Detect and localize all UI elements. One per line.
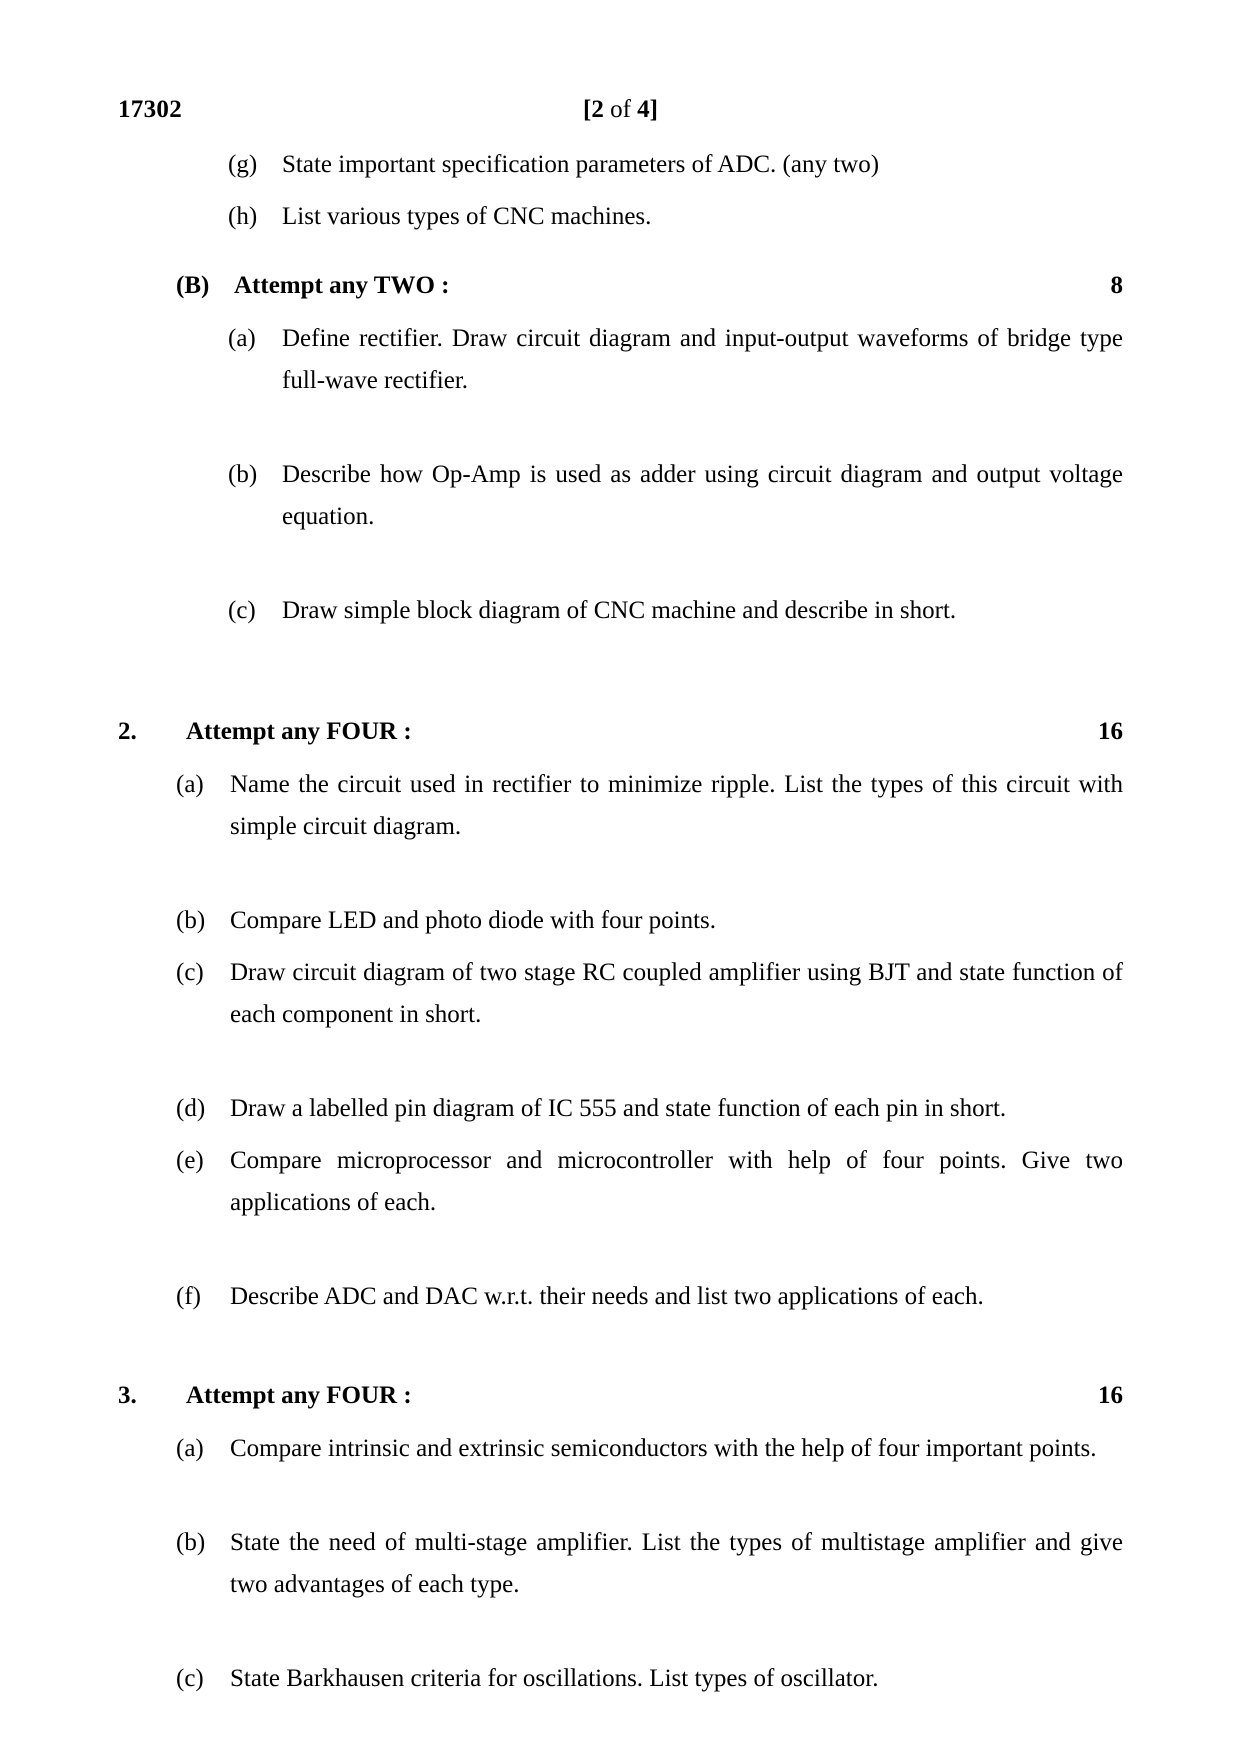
item-text: Compare intrinsic and extrinsic semiconductors with the help of four important points. — [230, 1435, 1097, 1462]
list-item — [118, 952, 1123, 1078]
list-item — [118, 196, 1123, 238]
item-text: State important specification parameters of ADC. (any two) — [282, 151, 880, 178]
spacer — [118, 300, 1123, 318]
item-text: Draw circuit diagram of two stage RC coupled amplifier using BJT and state function of each component in short. — [230, 959, 1123, 1028]
item-text: Compare LED and photo diode with four points. — [230, 907, 717, 934]
item-text: Describe how Op-Amp is used as adder using circuit diagram and output voltage equation. — [282, 461, 1123, 530]
list-item — [118, 1140, 1123, 1266]
spacer — [118, 1512, 1123, 1522]
spacer — [118, 238, 1123, 272]
item-text: Draw a labelled pin diagram of IC 555 and state function of each pin in short. — [230, 1095, 1007, 1122]
spacer — [118, 580, 1123, 590]
subsection-heading-b — [118, 272, 1123, 300]
item-text: State Barkhausen criteria for oscillations. List types of oscillator. — [230, 1665, 879, 1692]
item-text: Draw simple block diagram of CNC machine and describe in short. — [282, 597, 957, 624]
item-text: Define rectifier. Draw circuit diagram and input-output waveforms of bridge type full-wave rectifier. — [282, 325, 1123, 394]
spacer — [118, 632, 1123, 718]
list-item — [118, 144, 1123, 186]
item-marker: (a) — [228, 325, 256, 352]
item-marker: (e) — [176, 1147, 204, 1174]
spacer — [118, 1410, 1123, 1428]
list-item — [118, 1428, 1123, 1512]
item-text: State the need of multi-stage amplifier. List the types of multistage amplifier and give two advantages of each type. — [230, 1529, 1123, 1598]
list-item — [118, 1658, 1123, 1700]
page-indicator-middle: of — [603, 96, 638, 123]
page-indicator — [583, 96, 658, 124]
spacer — [118, 444, 1123, 454]
subsection-marker: (B) — [176, 272, 210, 299]
list-item — [118, 764, 1123, 890]
list-item — [118, 590, 1123, 632]
question-1-continued — [118, 144, 1123, 632]
spacer — [118, 186, 1123, 196]
list-item — [118, 900, 1123, 942]
item-marker: (b) — [176, 1529, 206, 1556]
item-marker: (a) — [176, 771, 204, 798]
item-marker: (g) — [228, 151, 258, 178]
question-marks: 16 — [1098, 718, 1123, 745]
spacer — [118, 1318, 1123, 1382]
spacer — [118, 890, 1123, 900]
list-item — [118, 1276, 1123, 1318]
spacer — [118, 1648, 1123, 1658]
list-item — [118, 1522, 1123, 1648]
item-marker: (c) — [176, 959, 204, 986]
item-text: Name the circuit used in rectifier to minimize ripple. List the types of this circuit with simple circuit diagram. — [230, 771, 1123, 840]
list-item — [118, 318, 1123, 444]
page-indicator-suffix: 4] — [637, 96, 658, 123]
question-label: Attempt any FOUR : — [186, 1382, 412, 1409]
subsection-marks: 8 — [1110, 272, 1123, 299]
question-2-heading — [118, 718, 1123, 746]
item-text: List various types of CNC machines. — [282, 203, 652, 230]
spacer — [118, 1130, 1123, 1140]
paper-code: 17302 — [118, 96, 182, 123]
spacer — [118, 746, 1123, 764]
item-text: Describe ADC and DAC w.r.t. their needs and list two applications of each. — [230, 1283, 984, 1310]
question-3-heading — [118, 1382, 1123, 1410]
spacer — [118, 1266, 1123, 1276]
question-3 — [118, 1382, 1123, 1700]
list-item — [118, 454, 1123, 580]
item-marker: (a) — [176, 1435, 204, 1462]
item-marker: (b) — [228, 461, 258, 488]
item-text: Compare microprocessor and microcontroller with help of four points. Give two applications of each. — [230, 1147, 1123, 1216]
spacer — [118, 942, 1123, 952]
item-marker: (d) — [176, 1095, 206, 1122]
list-item — [118, 1088, 1123, 1130]
subsection-label: Attempt any TWO : — [234, 272, 450, 299]
item-marker: (f) — [176, 1283, 201, 1310]
question-label: Attempt any FOUR : — [186, 718, 412, 745]
spacer — [118, 1078, 1123, 1088]
page-header — [118, 96, 1123, 140]
question-marks: 16 — [1098, 1382, 1123, 1409]
question-number: 2. — [118, 718, 137, 745]
page-indicator-prefix: [2 — [583, 96, 604, 123]
item-marker: (c) — [176, 1665, 204, 1692]
item-marker: (b) — [176, 907, 206, 934]
question-number: 3. — [118, 1382, 137, 1409]
item-marker: (h) — [228, 203, 258, 230]
question-2 — [118, 718, 1123, 1318]
item-marker: (c) — [228, 597, 256, 624]
